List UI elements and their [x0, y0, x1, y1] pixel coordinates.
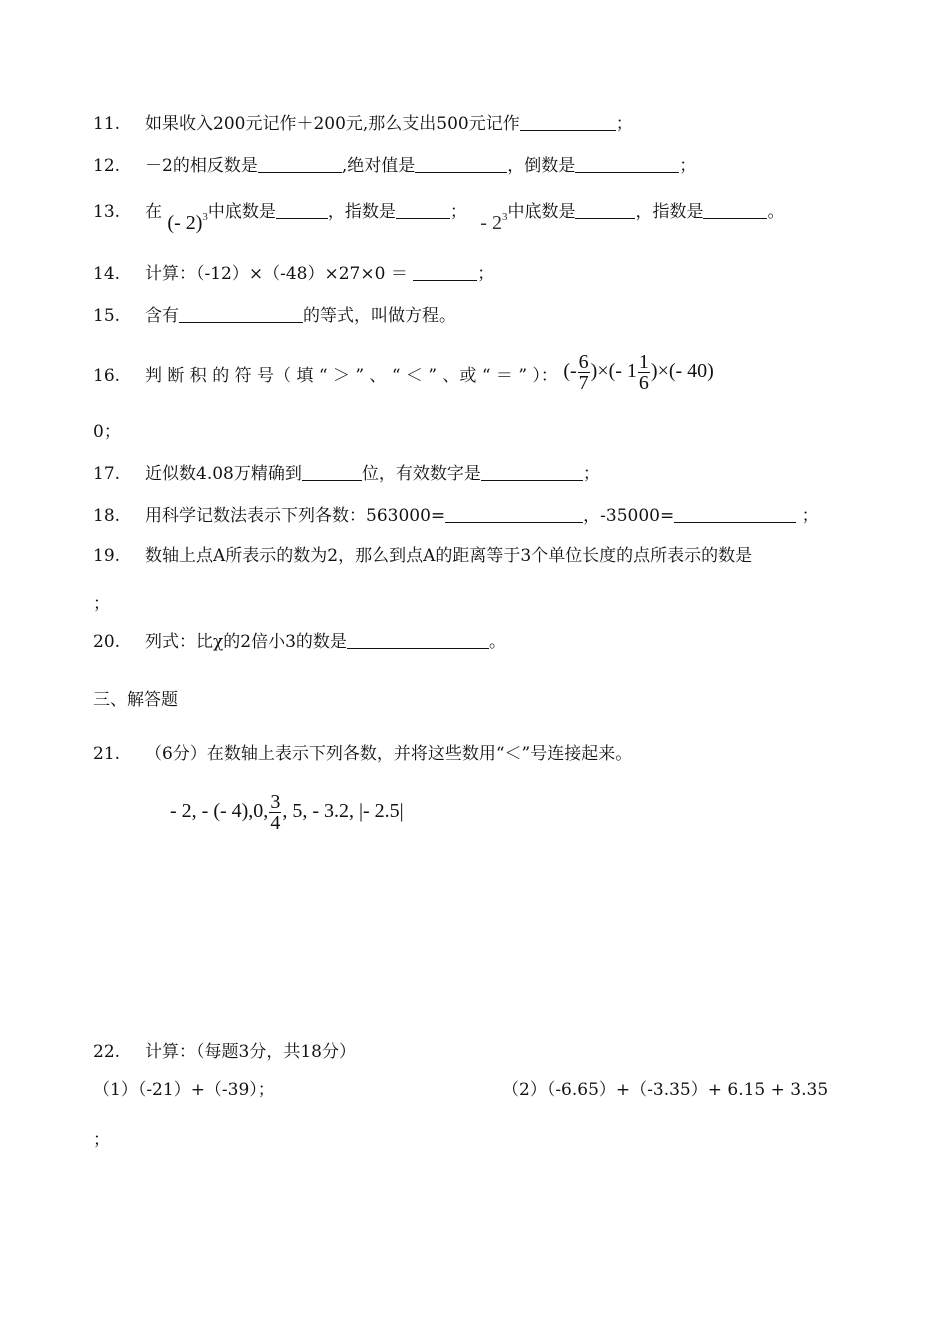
question-text: ，指数是: [327, 202, 396, 222]
question-number: 18.: [93, 506, 121, 526]
question-text: －2的相反数是: [145, 156, 258, 176]
punctuation: ；: [449, 202, 467, 222]
question-text: 如果收入200元记作＋200元,那么支出500元记作: [145, 114, 520, 134]
answer-blank[interactable]: [481, 463, 583, 481]
question-19: [93, 544, 752, 568]
question-number: 17.: [93, 464, 121, 484]
question-16: [93, 351, 714, 397]
punctuation: 。: [488, 632, 506, 652]
answer-blank[interactable]: [520, 113, 616, 131]
question-number: 20.: [93, 632, 121, 652]
answer-blank[interactable]: [703, 201, 767, 219]
question-number: 15.: [93, 306, 121, 326]
question-text: 含有: [145, 306, 179, 326]
question-21-numbers: - 2, - (- 4),0, $\frac{3}{4}$ , 5, - 3.2, |- 2.5|: [170, 791, 404, 834]
question-text: （6分）在数轴上表示下列各数，并将这些数用“＜”号连接起来。: [145, 744, 633, 764]
question-12: [93, 154, 696, 178]
question-text: 的等式，叫做方程。: [303, 306, 456, 326]
question-text: 用科学记数法表示下列各数：563000=: [145, 506, 446, 526]
question-21: [93, 742, 632, 766]
answer-blank[interactable]: [347, 631, 489, 649]
punctuation: ；: [615, 114, 633, 134]
answer-blank[interactable]: [674, 505, 796, 523]
question-number: 21.: [93, 744, 121, 764]
question-19-continuation: ；: [93, 594, 110, 614]
question-20: [93, 630, 506, 654]
math-expression: (- $\frac{6}{7}$ )×(- 1 $\frac{1}{6}$ )×(- 40): [563, 351, 714, 394]
question-15: [93, 304, 456, 328]
fraction: $\frac{3}{4}$: [270, 791, 281, 834]
punctuation: ；: [801, 506, 819, 526]
question-number: 14.: [93, 264, 121, 284]
question-text: 数轴上点A所表示的数为2，那么到点A的距离等于3个单位长度的点所表示的数是: [145, 546, 753, 566]
question-text: 近似数4.08万精确到: [145, 464, 302, 484]
question-11: [93, 112, 633, 136]
question-text: 在: [145, 202, 162, 222]
answer-blank[interactable]: [396, 201, 450, 219]
answer-blank[interactable]: [302, 463, 362, 481]
answer-blank[interactable]: [575, 155, 679, 173]
section-heading: 三、解答题: [93, 690, 178, 710]
question-text: ，-35000=: [583, 506, 675, 526]
math-expression: - $2^3$: [480, 211, 508, 234]
question-22-part-1: （1）（-21）+（-39）；: [93, 1080, 275, 1100]
question-text: ，指数是: [635, 202, 704, 222]
fraction: $\frac{1}{6}$: [638, 351, 649, 394]
question-text: 判 断 积 的 符 号（ 填 “ ＞ ” 、 “ ＜ ” 、或 “ ＝ ” ）：: [145, 366, 558, 387]
question-22-part-2: （2）（-6.65）+（-3.35）+ 6.15 + 3.35: [502, 1080, 829, 1100]
answer-blank[interactable]: [179, 305, 303, 323]
answer-blank[interactable]: [575, 201, 635, 219]
question-16-continuation: 0；: [93, 422, 121, 442]
answer-blank[interactable]: [415, 155, 507, 173]
math-expression: (- 2)$^3$: [167, 211, 208, 234]
answer-blank[interactable]: [258, 155, 342, 173]
question-text: 列式：比χ的2倍小3的数是: [145, 632, 347, 652]
question-text: 中底数是: [207, 202, 276, 222]
question-13: [93, 193, 785, 234]
fraction: $\frac{6}{7}$: [578, 351, 589, 394]
punctuation: ；: [582, 464, 600, 484]
question-number: 12.: [93, 156, 121, 176]
punctuation: 。: [767, 202, 785, 222]
question-17: [93, 462, 600, 486]
question-number: 11.: [93, 114, 121, 134]
answer-blank[interactable]: [445, 505, 583, 523]
question-14: [93, 262, 494, 286]
answer-blank[interactable]: [413, 263, 477, 281]
question-number: 22.: [93, 1042, 121, 1062]
question-text: 位，有效数字是: [361, 464, 481, 484]
answer-blank[interactable]: [276, 201, 328, 219]
question-22: [93, 1040, 356, 1064]
question-text: 计算：（-12）×（-48）×27×0 ＝: [145, 264, 408, 284]
question-text: ,绝对值是: [341, 156, 416, 176]
question-number: 19.: [93, 546, 121, 566]
question-number: 13.: [93, 202, 121, 222]
question-text: 中底数是: [507, 202, 576, 222]
question-text: ，倒数是: [507, 156, 576, 176]
punctuation: ；: [477, 264, 495, 284]
question-18: [93, 504, 819, 528]
question-text: 计算：（每题3分，共18分）: [145, 1042, 356, 1062]
punctuation: ；: [679, 156, 697, 176]
question-22-continuation: ；: [93, 1130, 110, 1150]
question-number: 16.: [93, 366, 121, 387]
